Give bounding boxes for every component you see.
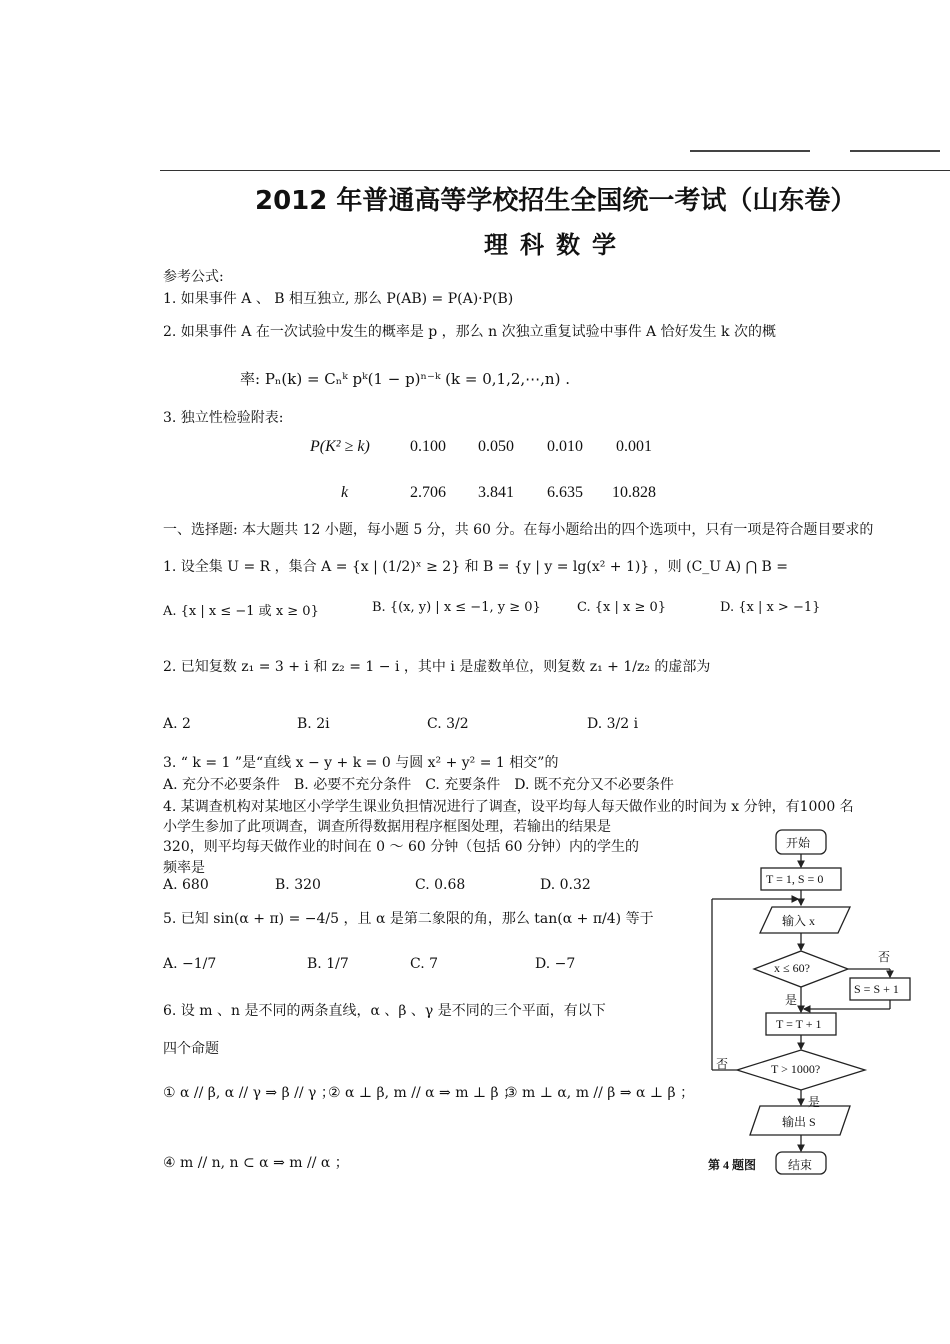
flowchart-no-label-2: 否: [716, 1057, 729, 1071]
flowchart-no-label-1: 否: [878, 950, 891, 964]
q1-option-b: B. {(x, y) | x ≤ −1, y ≥ 0}: [372, 600, 541, 615]
table-cell: 6.635: [547, 484, 583, 501]
table-cell: 2.706: [410, 484, 446, 501]
q2-option-a: A. 2: [163, 716, 191, 732]
header-rule: [160, 170, 950, 171]
table-cell: 0.100: [410, 438, 446, 455]
table-cell: 0.001: [616, 438, 652, 455]
q3-stem: 3. “ k = 1 ”是“直线 x − y + k = 0 与圆 x² + y² = 1 相交”的: [163, 755, 559, 771]
q1-option-d: D. {x | x > −1}: [720, 600, 821, 615]
q4-line2: 小学生参加了此项调查，调查所得数据用程序框图处理，若输出的结果是: [163, 819, 611, 835]
flowchart-cond2-label: T > 1000?: [771, 1062, 821, 1076]
page-subtitle: 理科数学: [484, 231, 628, 259]
q4-line1: 4. 某调查机构对某地区小学学生课业负担情况进行了调查，设平均每人每天做作业的时间为 x 分钟，有1000 名: [163, 799, 854, 815]
flowchart-caption: 第 4 题图: [708, 1158, 757, 1172]
q6-proposition-2: ② α ⊥ β, m // α ⇒ m ⊥ β ；: [328, 1085, 518, 1101]
q6-proposition-1: ① α // β, α // γ ⇒ β // γ ；: [163, 1085, 335, 1101]
table-cell: 0.010: [547, 438, 583, 455]
formula-1: 1. 如果事件 A 、 B 相互独立, 那么 P(AB) = P(A)·P(B): [163, 291, 514, 307]
section-heading: 一、选择题: 本大题共 12 小题，每小题 5 分，共 60 分。在每小题给出的四个选项中，只有一项是符合题目要求的: [163, 522, 874, 538]
flowchart-yes-label-1: 是: [785, 993, 798, 1007]
table-cell: 10.828: [612, 484, 656, 501]
flowchart-update-t-label: T = T + 1: [776, 1017, 822, 1031]
q5-option-b: B. 1/7: [307, 956, 349, 972]
q6-proposition-4: ④ m // n, n ⊂ α ⇒ m // α ；: [163, 1155, 349, 1171]
header-scrap-right: [850, 150, 940, 162]
q6-proposition-3: ③ m ⊥ α, m // β ⇒ α ⊥ β ；: [505, 1085, 695, 1101]
q6-line2: 四个命题: [163, 1041, 219, 1057]
q5-option-c: C. 7: [410, 956, 439, 972]
flowchart-yes-label-2: 是: [808, 1095, 821, 1109]
flowchart-update-s-label: S = S + 1: [854, 982, 899, 996]
q5-stem: 5. 已知 sin(α + π) = −4/5 ，且 α 是第二象限的角，那么 tan(α + π/4) 等于: [163, 911, 654, 927]
q4-option-a: A. 680: [163, 877, 209, 893]
q5-option-d: D. −7: [535, 956, 576, 972]
q6-line1: 6. 设 m 、n 是不同的两条直线，α 、β 、γ 是不同的三个平面，有以下: [163, 1003, 606, 1019]
table-row1-head: P(K² ≥ k): [310, 438, 370, 455]
q4-option-d: D. 0.32: [540, 877, 591, 893]
flowchart-init-label: T = 1, S = 0: [766, 872, 824, 886]
formula-2a: 2. 如果事件 A 在一次试验中发生的概率是 p ，那么 n 次独立重复试验中事件 A 恰好发生 k 次的概: [163, 324, 776, 340]
q5-option-a: A. −1/7: [163, 956, 217, 972]
table-cell: 3.841: [478, 484, 514, 501]
flowchart-input-label: 输入 x: [782, 914, 816, 928]
header-scrap-left: [690, 150, 810, 162]
formula-2b: 率: Pₙ(k) = Cₙᵏ pᵏ(1 − p)ⁿ⁻ᵏ (k = 0,1,2,⋯,n) .: [240, 370, 570, 388]
q1-stem: 1. 设全集 U = R ，集合 A = {x | (1/2)ˣ ≥ 2} 和 B = {y | y = lg(x² + 1)} ，则 (C_U A) ⋂ B =: [163, 559, 788, 575]
q4-line3: 320，则平均每天做作业的时间在 0 ～ 60 分钟（包括 60 分钟）内的学生的: [163, 839, 639, 855]
formulas-heading: 参考公式:: [163, 269, 224, 285]
flowchart-output-label: 输出 S: [782, 1115, 816, 1129]
q4-option-c: C. 0.68: [415, 877, 466, 893]
q2-option-d: D. 3/2 i: [587, 716, 639, 732]
q3-options: A. 充分不必要条件 B. 必要不充分条件 C. 充要条件 D. 既不充分又不必要条件: [163, 777, 674, 793]
q1-option-a: A. {x | x ≤ −1 或 x ≥ 0}: [163, 604, 319, 619]
q4-line4: 频率是: [163, 860, 205, 876]
q1-option-c: C. {x | x ≥ 0}: [577, 600, 667, 615]
formula-3: 3. 独立性检验附表:: [163, 410, 284, 426]
q2-option-c: C. 3/2: [427, 716, 469, 732]
flowchart: [700, 815, 930, 1185]
q2-stem: 2. 已知复数 z₁ = 3 + i 和 z₂ = 1 − i ，其中 i 是虚数单位，则复数 z₁ + 1/z₂ 的虚部为: [163, 659, 711, 675]
flowchart-start-label: 开始: [786, 836, 811, 850]
page-title: 2012 年普通高等学校招生全国统一考试（山东卷）: [255, 186, 857, 216]
table-cell: 0.050: [478, 438, 514, 455]
flowchart-end-label: 结束: [788, 1158, 813, 1172]
q4-option-b: B. 320: [275, 877, 321, 893]
q2-option-b: B. 2i: [297, 716, 330, 732]
flowchart-cond1-label: x ≤ 60?: [774, 961, 810, 975]
table-row2-head: k: [341, 484, 349, 501]
